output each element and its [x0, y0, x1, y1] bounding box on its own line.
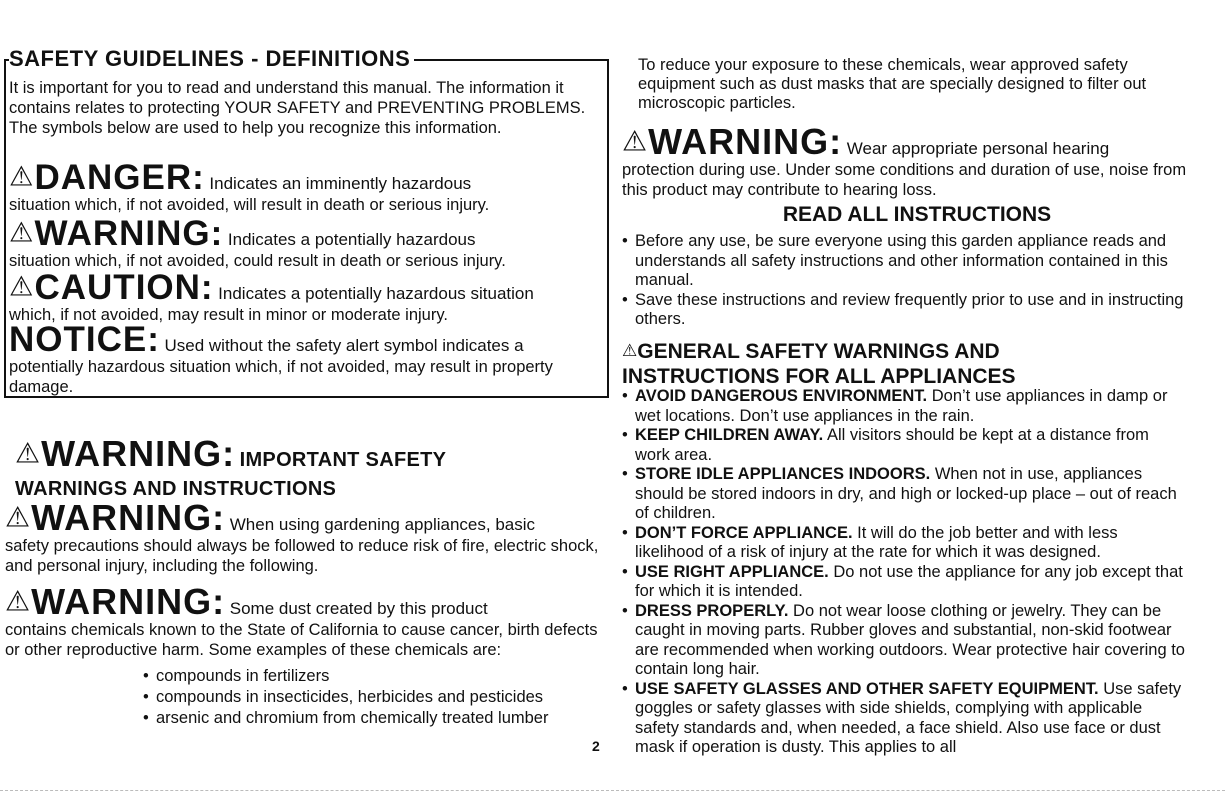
- warning-definition: ⚠WARNING: Indicates a potentially hazardous situation which, if not avoided, could result in death or serious injury.: [9, 214, 506, 270]
- list-item: • Save these instructions and review frequently prior to use and in instructing others.: [622, 291, 1188, 330]
- warning-triangle-icon: ⚠: [5, 585, 32, 617]
- warning-triangle-icon: ⚠: [5, 501, 32, 533]
- definitions-intro: It is important for you to read and understand this manual. The information it contains relates to protecting YOUR SAFETY and PREVENTING PROBLEMS. The symbols below are used to help you recognize this information.: [9, 79, 586, 137]
- list-item: • USE RIGHT APPLIANCE. Do not use the appliance for any job except that for which it is intended.: [622, 563, 1188, 602]
- list-item: • STORE IDLE APPLIANCES INDOORS. When not in use, appliances should be stored indoors in dry, and high or locked-up place – out of reach of children.: [622, 465, 1188, 524]
- warning-triangle-icon: ⚠: [622, 341, 638, 360]
- list-item: • KEEP CHILDREN AWAY. All visitors should be kept at a distance from work area.: [622, 426, 1188, 465]
- page-edge: [0, 790, 1225, 792]
- list-item: • USE SAFETY GLASSES AND OTHER SAFETY EQUIPMENT. Use safety goggles or safety glasses with side shields, complying with applicable safety standards and, when needed, a face shield. Also use face or dust mask if operation is dusty. This applies to all: [622, 680, 1188, 758]
- list-item: • DON’T FORCE APPLIANCE. It will do the job better and with less likelihood of a risk of injury at the rate for which it was designed.: [622, 524, 1188, 563]
- warning-triangle-icon: ⚠: [15, 437, 42, 469]
- definitions-title: SAFETY GUIDELINES - DEFINITIONS: [9, 48, 414, 70]
- exposure-paragraph: To reduce your exposure to these chemicals, wear approved safety equipment such as dust masks that are specially designed to filter out microscopic particles.: [638, 56, 1147, 112]
- warning-word: ⚠WARNING:: [9, 214, 224, 253]
- list-item: • Before any use, be sure everyone using this garden appliance reads and understands all safety instructions and other information contained in this manual.: [622, 232, 1188, 291]
- list-item: • AVOID DANGEROUS ENVIRONMENT. Don’t use appliances in damp or wet locations. Don’t use appliances in the rain.: [622, 387, 1188, 426]
- warning-triangle-icon: ⚠: [9, 270, 35, 302]
- list-item: • DRESS PROPERLY. Do not wear loose clothing or jewelry. They can be caught in moving parts. Rubber gloves and substantial, non-skid footwear are recommended when working outdoors. Wear protective hair covering to contain long hair.: [622, 602, 1188, 680]
- warning-hearing: ⚠WARNING: Wear appropriate personal hearing protection during use. Under some conditions and duration of use, noise from this product may contribute to hearing loss.: [622, 121, 1187, 199]
- notice-definition: NOTICE: Used without the safety alert symbol indicates a potentially hazardous situation which, if not avoided, may result in property damage.: [9, 320, 553, 396]
- list-item: • compounds in fertilizers: [143, 666, 605, 687]
- general-safety-list: [622, 387, 1188, 758]
- important-safety-heading: ⚠WARNING: IMPORTANT SAFETY WARNINGS AND INSTRUCTIONS: [15, 433, 447, 500]
- notice-word: NOTICE:: [9, 320, 160, 359]
- warning-gardening: ⚠WARNING: When using gardening appliances, basic safety precautions should always be followed to reduce risk of fire, electric shock, and personal injury, including the following.: [5, 497, 599, 575]
- danger-word: ⚠DANGER:: [9, 158, 205, 197]
- chemicals-list: [143, 666, 605, 729]
- danger-definition: ⚠DANGER: Indicates an imminently hazardous situation which, if not avoided, will result in death or serious injury.: [9, 158, 490, 214]
- page-number: 2: [592, 738, 600, 754]
- general-safety-title: ⚠GENERAL SAFETY WARNINGS AND INSTRUCTIONS FOR ALL APPLIANCES: [622, 340, 1016, 389]
- warning-triangle-icon: ⚠: [622, 125, 649, 157]
- read-all-list: [622, 232, 1188, 330]
- warning-triangle-icon: ⚠: [9, 216, 35, 248]
- list-item: • compounds in insecticides, herbicides and pesticides: [143, 687, 605, 708]
- caution-definition: ⚠CAUTION: Indicates a potentially hazardous situation which, if not avoided, may result in minor or moderate injury.: [9, 268, 534, 324]
- warning-triangle-icon: ⚠: [9, 160, 35, 192]
- warning-dust: ⚠WARNING: Some dust created by this product contains chemicals known to the State of California to cause cancer, birth defects or other reproductive harm. Some examples of these chemicals are: • compounds in fertilizers • compounds in insecticides, herbicides and pesticides • arsenic and chromium from chemically treated lumber: [5, 584, 605, 729]
- caution-word: ⚠CAUTION:: [9, 268, 214, 307]
- list-item: • arsenic and chromium from chemically treated lumber: [143, 708, 605, 729]
- read-all-title: READ ALL INSTRUCTIONS: [782, 203, 1052, 226]
